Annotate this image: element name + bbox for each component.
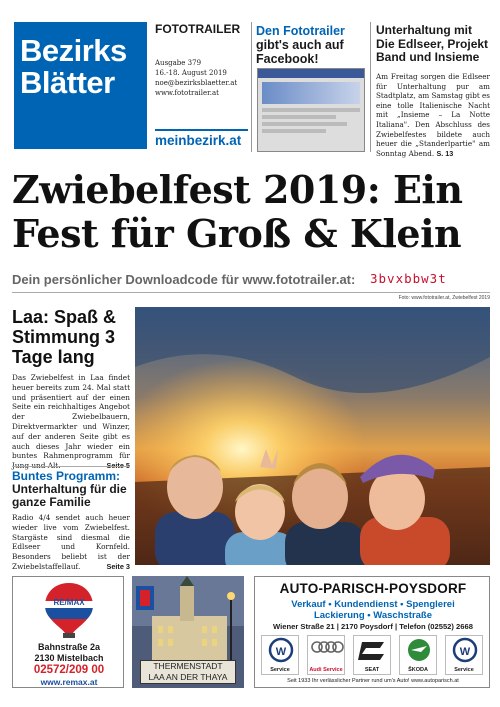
facebook-cover [262, 82, 360, 104]
brand-label: ŠKODA [408, 667, 428, 673]
remax-brand: RE/MAX [53, 598, 85, 607]
issue-meta [155, 58, 248, 98]
logo-line-1: Bezirks [20, 33, 127, 68]
thermenstadt-line1: THERMENSTADT [153, 661, 223, 671]
program-article-body [12, 513, 130, 572]
program-page-ref[interactable]: Seite 3 [106, 561, 130, 571]
remax-city: 2130 Mistelbach [34, 653, 104, 663]
brand-label: Audi Service [309, 667, 343, 673]
remax-phone[interactable]: 02572/209 00 [33, 664, 105, 676]
facebook-row [262, 122, 347, 126]
facebook-row [262, 108, 360, 112]
download-code-label: Dein persönlicher Downloadcode für www.fototrailer.at: [12, 272, 356, 287]
column-divider [251, 22, 252, 152]
laa-article-body [12, 373, 130, 471]
photo-illustration [135, 307, 490, 565]
brand-label: Service [270, 667, 290, 673]
section-label: FOTOTRAILER [155, 22, 241, 36]
cover-photo-kids-sunset[interactable] [135, 307, 490, 565]
entertainment-page-ref[interactable]: S. 13 [436, 148, 454, 158]
facebook-teaser-rest: gibt's auch auf Facebook! [256, 38, 344, 66]
headline-rule [12, 292, 490, 293]
svg-text:W: W [459, 646, 471, 658]
remax-balloon-icon [43, 581, 95, 639]
laa-article-title[interactable]: Laa: Spaß & Stimmung 3 Tage lang [12, 307, 117, 367]
auto-parisch-services-1: Verkauf • Kundendienst • Spenglerei [291, 599, 455, 610]
issue-dates: 16.-18. August 2019 [155, 69, 227, 77]
facebook-teaser-accent: Den Fototrailer [256, 24, 345, 38]
edition-info [155, 22, 248, 152]
vw-commercial-logo-icon [445, 635, 483, 675]
vw-logo-icon [261, 635, 299, 675]
facebook-screenshot-image[interactable] [257, 68, 365, 152]
svg-text:W: W [275, 646, 287, 658]
program-title-rest: Unterhaltung für die ganze Familie [12, 482, 127, 509]
program-title-accent: Buntes Programm: [12, 469, 121, 483]
auto-parisch-services-2: Lackierung • Waschstraße [313, 610, 433, 621]
thermenstadt-label [140, 660, 236, 684]
issue-web[interactable]: www.fototrailer.at [155, 89, 219, 97]
thermenstadt-ad[interactable] [132, 576, 244, 688]
main-headline: Zwiebelfest 2019: Ein Fest für Groß & Klein [12, 167, 463, 256]
facebook-row [262, 129, 326, 133]
column-divider [370, 22, 371, 152]
remax-street: Bahnstraße 2a [37, 642, 101, 652]
article-divider [12, 466, 130, 467]
entertainment-subtitle: Die Edlseer, Projekt Band und Insieme [376, 36, 489, 64]
entertainment-body-text: Am Freitag sorgen die Edlseer für Unterhaltung pur am Stadtplatz, am Samstag gibt es eine tolle Italienische Nacht mit „Insieme – La Notte Italiana". Den Abschluss des Zwiebelfestes bildete auch heuer die „Standerlpartie" am Sonntag Abend. [376, 72, 490, 158]
skoda-logo-icon [399, 635, 437, 675]
issue-number: Ausgabe 379 [155, 59, 202, 67]
bezirksblaetter-logo[interactable] [14, 22, 147, 149]
entertainment-teaser-title[interactable] [376, 24, 490, 65]
thermenstadt-line2: LAA AN DER THAYA [148, 672, 228, 682]
photo-credit: Foto: www.fototrailer.at, Zwiebelfest 2019 [398, 295, 490, 301]
facebook-row [262, 115, 336, 119]
auto-parisch-ad[interactable] [254, 576, 490, 688]
auto-parisch-title: AUTO-PARISCH-POYSDORF [279, 581, 467, 596]
entertainment-title: Unterhaltung mit [376, 23, 472, 37]
brand-label: SEAT [364, 667, 380, 673]
laa-article-text: Das Zwiebelfest in Laa findet heuer bereits zum 24. Mal statt und präsentiert auf der einen Seite ein reichhaltiges Angebot der Zwiebelbauern, Direktvermarkter und Winzer, auf der anderen Seite gibt es auch dieses Jahr wieder ein buntes Rahmenprogramm für [12, 373, 130, 461]
auto-parisch-footer[interactable]: Seit 1933 Ihr verlässlicher Partner rund um's Auto! www.autoparisch.at [287, 678, 459, 684]
program-article-text: Radio 4/4 sendet auch heuer wieder live vom Zwiebelfest. Stargäste sind diesmal die Edlseer und Kornfeld. Besonders beliebt ist der Zwiebelstaffellauf. [12, 513, 130, 571]
download-code[interactable]: 3bvxbbw3t [370, 271, 447, 286]
auto-parisch-address: Wiener Straße 21 | 2170 Poysdorf | Telefon (02552) 2668 [273, 622, 473, 631]
logo-line-2: Blätter [20, 65, 115, 100]
seat-logo-icon [353, 635, 391, 675]
entertainment-teaser-body [376, 72, 490, 158]
remax-web[interactable]: www.remax.at [40, 677, 98, 687]
program-article-title[interactable] [12, 470, 130, 509]
facebook-bar [258, 69, 364, 78]
audi-logo-icon [307, 635, 345, 675]
remax-ad[interactable] [12, 576, 124, 688]
brand-label: Service [454, 667, 474, 673]
facebook-teaser-title[interactable] [256, 24, 366, 66]
site-link[interactable]: meinbezirk.at [155, 129, 248, 148]
issue-email[interactable]: noe@bezirksblaetter.at [155, 79, 238, 87]
